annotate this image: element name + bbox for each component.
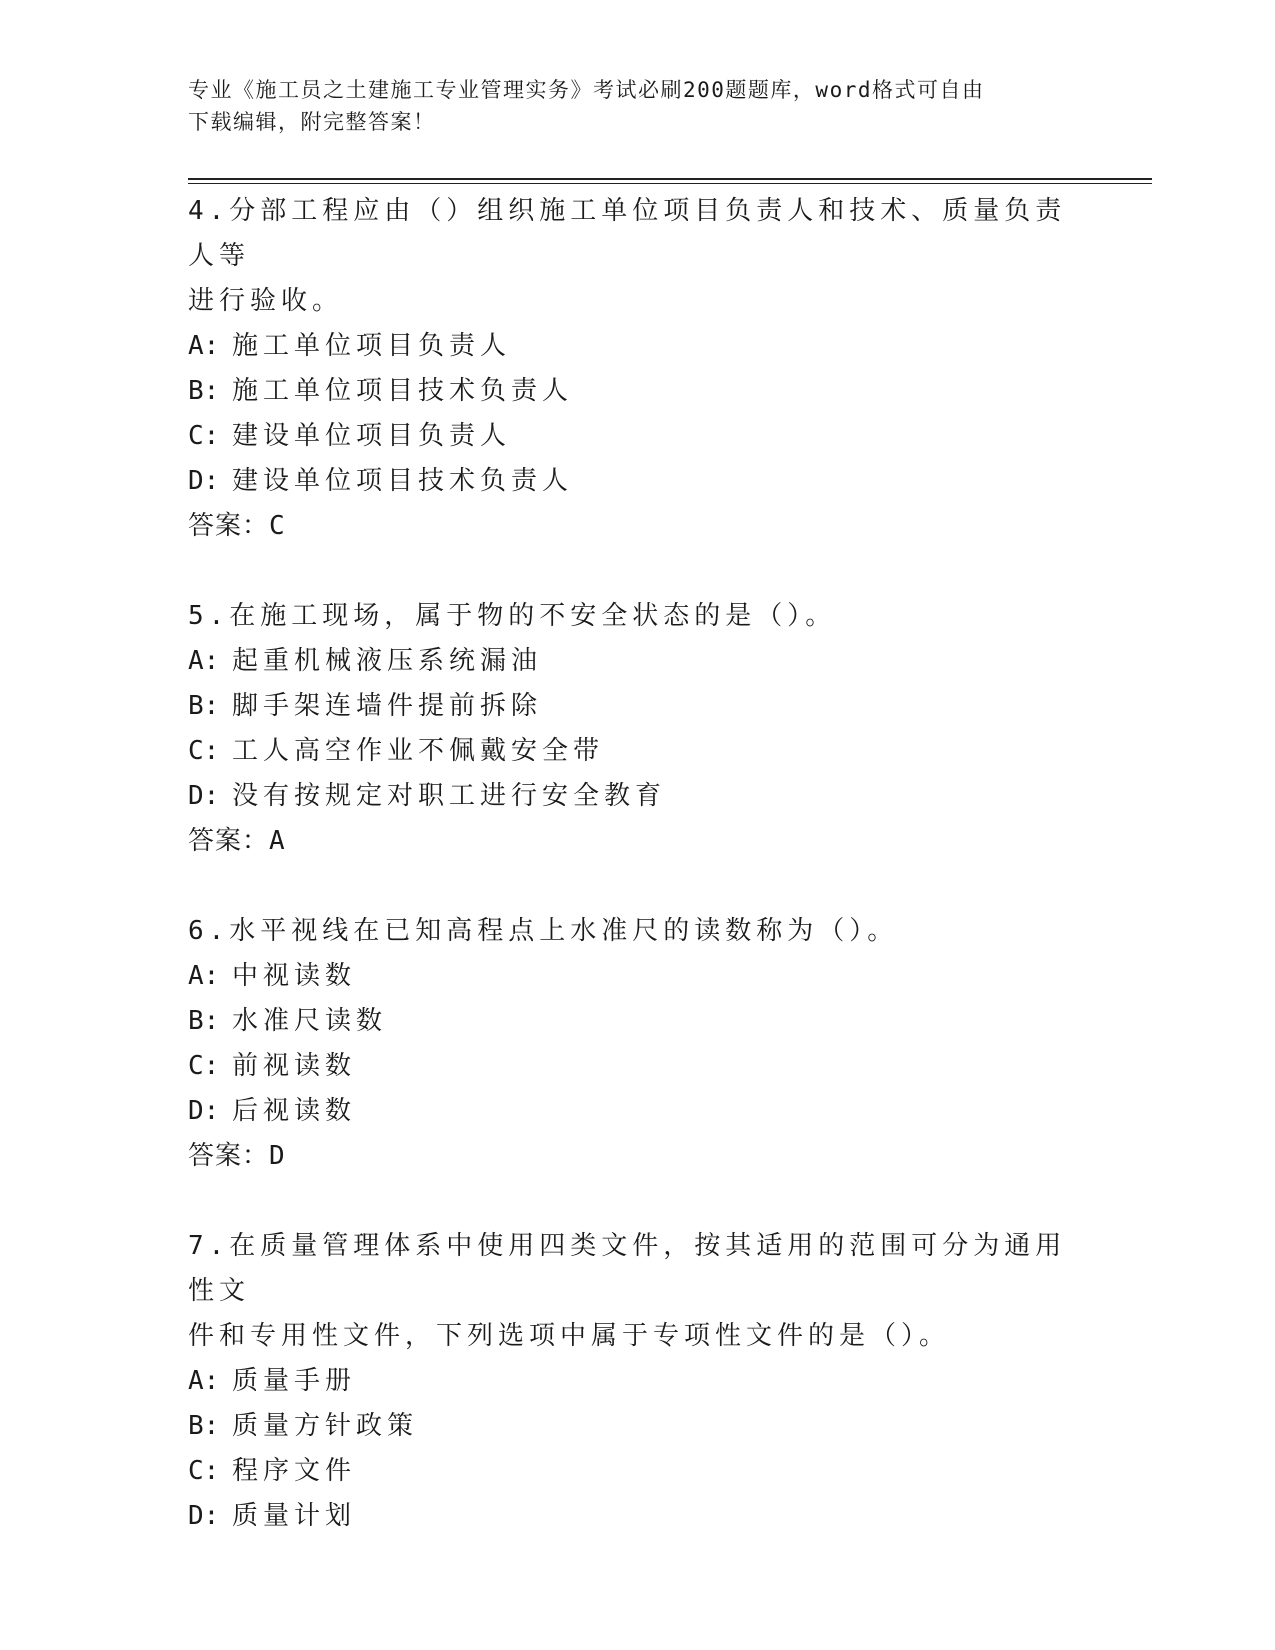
option-a — [188, 639, 1088, 684]
option-a — [188, 954, 1088, 999]
option-b — [188, 684, 1088, 729]
option-key: D: — [188, 1501, 220, 1531]
option-d — [188, 459, 1088, 504]
option-key: D: — [188, 466, 220, 496]
option-b — [188, 369, 1088, 414]
document-header — [188, 74, 1068, 138]
option-c — [188, 1449, 1088, 1494]
option-text: 后视读数 — [232, 1096, 357, 1126]
option-text: 施工单位项目负责人 — [232, 331, 512, 361]
question-list — [188, 189, 1088, 1539]
option-text: 质量计划 — [232, 1501, 357, 1531]
option-key: B: — [188, 1411, 220, 1441]
header-divider-thick — [188, 178, 1152, 180]
option-text: 起重机械液压系统漏油 — [232, 646, 543, 676]
option-key: C: — [188, 1456, 220, 1486]
option-key: C: — [188, 736, 220, 766]
header-line-2: 下载编辑，附完整答案！ — [188, 110, 436, 134]
question-stem: 4.分部工程应由（）组织施工单位项目负责人和技术、质量负责人等 — [188, 196, 1067, 271]
option-text: 施工单位项目技术负责人 — [232, 376, 574, 406]
option-text: 工人高空作业不佩戴安全带 — [232, 736, 605, 766]
question-stem-continued: 进行验收。 — [188, 286, 344, 316]
answer-line — [188, 819, 1088, 864]
answer-value: C — [269, 511, 286, 541]
option-b — [188, 999, 1088, 1044]
question-stem: 5.在施工现场，属于物的不安全状态的是（）。 — [188, 601, 837, 631]
option-text: 中视读数 — [232, 961, 357, 991]
option-d — [188, 774, 1088, 819]
option-text: 水准尺读数 — [232, 1006, 388, 1036]
option-key: B: — [188, 376, 220, 406]
question-5 — [188, 594, 1088, 864]
option-key: C: — [188, 421, 220, 451]
header-line-1: 专业《施工员之土建施工专业管理实务》考试必刷200题题库，word格式可自由 — [188, 78, 985, 102]
answer-value: D — [269, 1141, 286, 1171]
answer-line — [188, 504, 1088, 549]
option-key: B: — [188, 1006, 220, 1036]
option-c — [188, 414, 1088, 459]
question-spacer — [188, 1179, 1088, 1224]
question-stem-continued: 件和专用性文件，下列选项中属于专项性文件的是（）。 — [188, 1321, 951, 1351]
option-a — [188, 1359, 1088, 1404]
answer-label: 答案： — [188, 826, 270, 856]
option-c — [188, 1044, 1088, 1089]
option-key: D: — [188, 1096, 220, 1126]
option-d — [188, 1089, 1088, 1134]
option-text: 质量方针政策 — [232, 1411, 419, 1441]
question-spacer — [188, 864, 1088, 909]
option-text: 没有按规定对职工进行安全教育 — [232, 781, 667, 811]
option-key: A: — [188, 1366, 220, 1396]
option-text: 程序文件 — [232, 1456, 357, 1486]
option-b — [188, 1404, 1088, 1449]
answer-line — [188, 1134, 1088, 1179]
option-key: A: — [188, 331, 220, 361]
option-key: A: — [188, 961, 220, 991]
question-7 — [188, 1224, 1088, 1539]
option-a — [188, 324, 1088, 369]
option-text: 脚手架连墙件提前拆除 — [232, 691, 543, 721]
question-4 — [188, 189, 1088, 549]
answer-value: A — [269, 826, 286, 856]
question-stem: 7.在质量管理体系中使用四类文件，按其适用的范围可分为通用性文 — [188, 1231, 1067, 1306]
question-6 — [188, 909, 1088, 1179]
option-text: 建设单位项目技术负责人 — [232, 466, 574, 496]
option-d — [188, 1494, 1088, 1539]
answer-label: 答案： — [188, 1141, 270, 1171]
header-divider-thin — [188, 183, 1152, 184]
option-text: 前视读数 — [232, 1051, 357, 1081]
option-text: 质量手册 — [232, 1366, 357, 1396]
option-key: C: — [188, 1051, 220, 1081]
option-key: A: — [188, 646, 220, 676]
option-key: D: — [188, 781, 220, 811]
option-key: B: — [188, 691, 220, 721]
question-stem: 6.水平视线在已知高程点上水准尺的读数称为（）。 — [188, 916, 899, 946]
option-text: 建设单位项目负责人 — [232, 421, 512, 451]
question-spacer — [188, 549, 1088, 594]
option-c — [188, 729, 1088, 774]
answer-label: 答案： — [188, 511, 270, 541]
